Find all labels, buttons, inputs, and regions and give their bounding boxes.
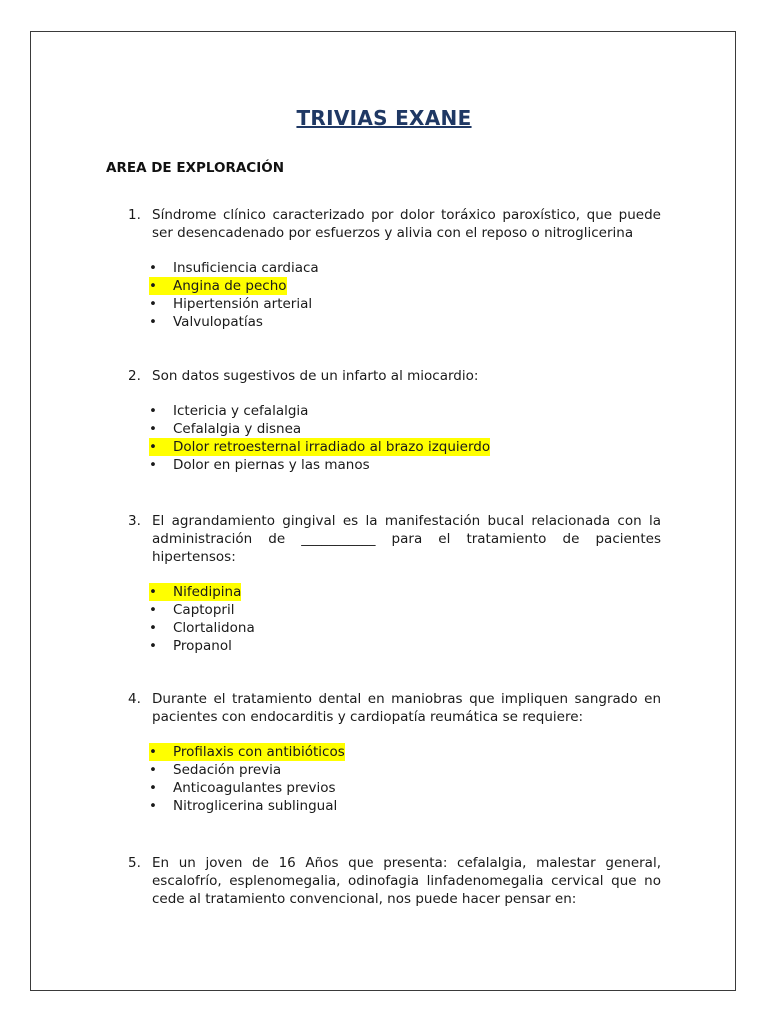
option-item [149,797,661,815]
option-label: Valvulopatías [173,314,263,330]
option-item-highlighted [149,743,661,761]
option-list [128,402,661,474]
bullet-icon: • [149,780,157,796]
question-number: 5. [128,855,141,871]
option-item [149,420,661,438]
question-text: Durante el tratamiento dental en maniobras que impliquen sangrado en pacientes con endocarditis y cardiopatía reumática se requiere: [152,691,661,725]
option-label: Sedación previa [173,762,282,778]
option-label: Nitroglicerina sublingual [173,798,338,814]
option-label: Dolor retroesternal irradiado al brazo izquierdo [173,439,491,455]
bullet-icon: • [149,744,157,760]
option-label: Cefalalgia y disnea [173,421,302,437]
option-item [149,601,661,619]
option-list [128,743,661,815]
bullet-icon: • [149,620,157,636]
option-label: Insuficiencia cardiaca [173,260,319,276]
question-2 [128,367,661,474]
question-number: 1. [128,207,141,223]
option-item [149,313,661,331]
option-label: Nifedipina [173,584,242,600]
question-text: En un joven de 16 Años que presenta: cefalalgia, malestar general, escalofrío, esplenomegalia, odinofagia linfadenomegalia cervical que no cede al tratamiento convencional, nos puede hacer pensar en: [152,855,661,907]
bullet-icon: • [149,260,157,276]
option-label: Dolor en piernas y las manos [173,457,370,473]
bullet-icon: • [149,762,157,778]
question-text: El agrandamiento gingival es la manifestación bucal relacionada con la administración de ___________ para el tratamiento de pacientes hipertensos: [152,513,661,565]
bullet-icon: • [149,584,157,600]
bullet-icon: • [149,638,157,654]
option-label: Captopril [173,602,235,618]
question-number: 2. [128,368,141,384]
question-number: 4. [128,691,141,707]
bullet-icon: • [149,421,157,437]
bullet-icon: • [149,602,157,618]
question-text: Síndrome clínico caracterizado por dolor toráxico paroxístico, que puede ser desencadenado por esfuerzos y alivia con el reposo o nitroglicerina [152,207,661,241]
option-label: Clortalidona [173,620,255,636]
option-label: Profilaxis con antibióticos [173,744,345,760]
option-label: Propanol [173,638,232,654]
bullet-icon: • [149,457,157,473]
option-label: Anticoagulantes previos [173,780,336,796]
question-text: Son datos sugestivos de un infarto al miocardio: [152,368,479,384]
bullet-icon: • [149,439,157,455]
bullet-icon: • [149,798,157,814]
option-item [149,779,661,797]
option-item-highlighted [149,277,661,295]
option-item-highlighted [149,438,661,456]
option-label: Hipertensión arterial [173,296,313,312]
question-number: 3. [128,513,141,529]
question-3 [128,512,661,655]
section-heading: AREA DE EXPLORACIÓN [106,160,285,176]
bullet-icon: • [149,403,157,419]
bullet-icon: • [149,278,157,294]
option-item [149,761,661,779]
question-1 [128,206,661,331]
option-item [149,619,661,637]
option-item [149,637,661,655]
question-5 [128,854,661,908]
option-item [149,402,661,420]
option-list [128,259,661,331]
option-label: Angina de pecho [173,278,287,294]
bullet-icon: • [149,314,157,330]
bullet-icon: • [149,296,157,312]
option-item-highlighted [149,583,661,601]
option-label: Ictericia y cefalalgia [173,403,309,419]
question-4 [128,690,661,815]
document-title: TRIVIAS EXANE [296,106,472,130]
option-item [149,295,661,313]
option-list [128,583,661,655]
option-item [149,456,661,474]
option-item [149,259,661,277]
